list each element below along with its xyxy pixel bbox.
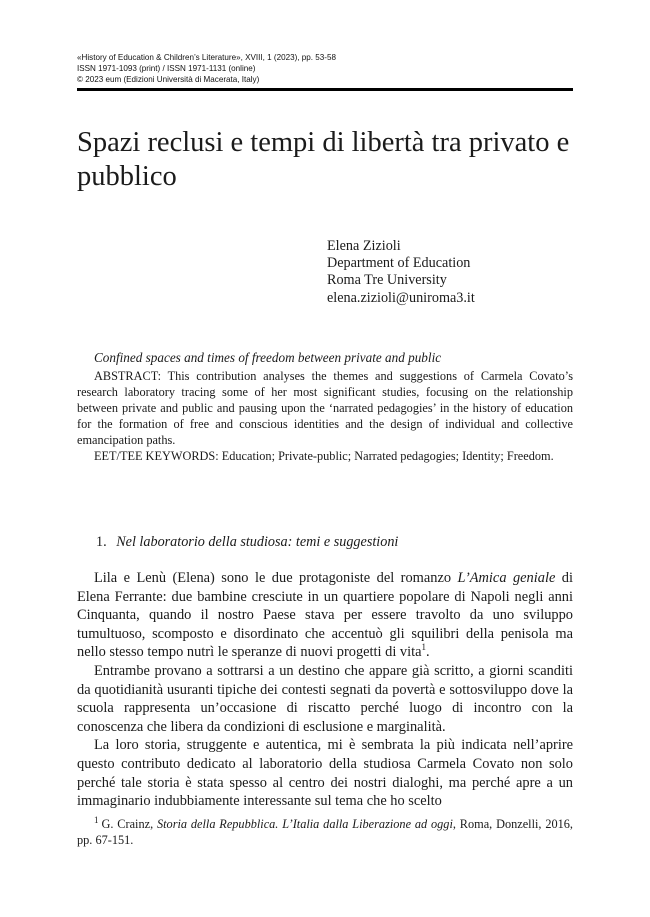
- english-title: Confined spaces and times of freedom between private and public: [94, 350, 442, 365]
- author-university: Roma Tre University: [327, 272, 447, 289]
- section-title: Nel laboratorio della studiosa: temi e suggestioni: [116, 534, 399, 550]
- journal-citation: «History of Education & Children’s Literature», XVIII, 1 (2023), pp. 53-58: [77, 53, 336, 62]
- footnote-rest: , Roma, Donzelli, 2016, pp. 67-151.: [77, 817, 573, 847]
- footnote-mark: 1: [94, 814, 99, 825]
- abstract-block: [77, 350, 573, 464]
- footnote-work: Storia della Repubblica. L’Italia dalla Liberazione ad oggi: [156, 817, 453, 831]
- article-title: Spazi reclusi e tempi di libertà tra privato e pubblico: [77, 127, 570, 192]
- copyright-line: © 2023 eum (Edizioni Università di Macerata, Italy): [77, 75, 260, 85]
- paragraph-1-rest: di Elena Ferrante: due bambine cresciute in un quartiere popolare di Napoli negli anni Cinquanta, quando il nostro Paese stava per essere travolto da uno sviluppo tumultuoso, scomposto e disordinato che accentuò gli squilibri della penisola ma nello stesso tempo nutrì le speranze di nuovi progetti di vita: [77, 570, 573, 661]
- footnote: [77, 816, 573, 848]
- paragraph-1-start: Lila e Lenù (Elena) sono le due protagoniste del romanzo: [94, 570, 458, 586]
- paragraph-1-end: .: [426, 644, 430, 661]
- footnote-author: G. Crainz,: [101, 817, 157, 831]
- keywords: EET/TEE KEYWORDS: Education; Private-public; Narrated pedagogies; Identity; Freedom.: [94, 449, 554, 463]
- journal-header: [77, 52, 577, 86]
- header-rule: [77, 88, 573, 91]
- author-block: [327, 238, 475, 307]
- section-number: 1.: [96, 534, 107, 550]
- section-heading: [96, 534, 398, 551]
- abstract-text: ABSTRACT: This contribution analyses the themes and suggestions of Carmela Covato’s research laboratory tracing some of her most significant studies, focusing on the relationship between private and public and pausing upon the ‘narrated pedagogies’ in the history of education for the formation of free and conscious identities and the design of individual and collective emancipation paths.: [77, 369, 573, 447]
- novel-title: L’Amica geniale: [457, 570, 556, 586]
- paragraph-1: [77, 569, 573, 662]
- footnote-ref[interactable]: 1: [421, 642, 427, 653]
- issn-line: ISSN 1971-1093 (print) / ISSN 1971-1131 (online): [77, 64, 256, 74]
- paragraph-2: Entrambe provano a sottrarsi a un destino che appare già scritto, a giorni scanditi da quotidianità usuranti tipiche dei contesti segnati da povertà e sottosviluppo dove la scuola rappresenta un’occasione di riscatto perché luogo di incontro con la conoscenza che libera da condizioni di esclusione e marginalità.: [77, 662, 573, 735]
- body-text: [77, 569, 573, 811]
- paragraph-3: La loro storia, struggente e autentica, mi è sembrata la più indicata nell’aprire questo contributo dedicato al laboratorio della studiosa Carmela Covato non solo perché tale storia è stata spesso al centro dei nostri dialoghi, ma perché apre a un immaginario indubbiamente interessante sul tema che ho scelto: [77, 737, 573, 810]
- author-name: Elena Zizioli: [327, 238, 401, 254]
- author-department: Department of Education: [327, 255, 471, 272]
- author-email[interactable]: elena.zizioli@uniroma3.it: [327, 289, 475, 306]
- footnote-text: [77, 816, 573, 848]
